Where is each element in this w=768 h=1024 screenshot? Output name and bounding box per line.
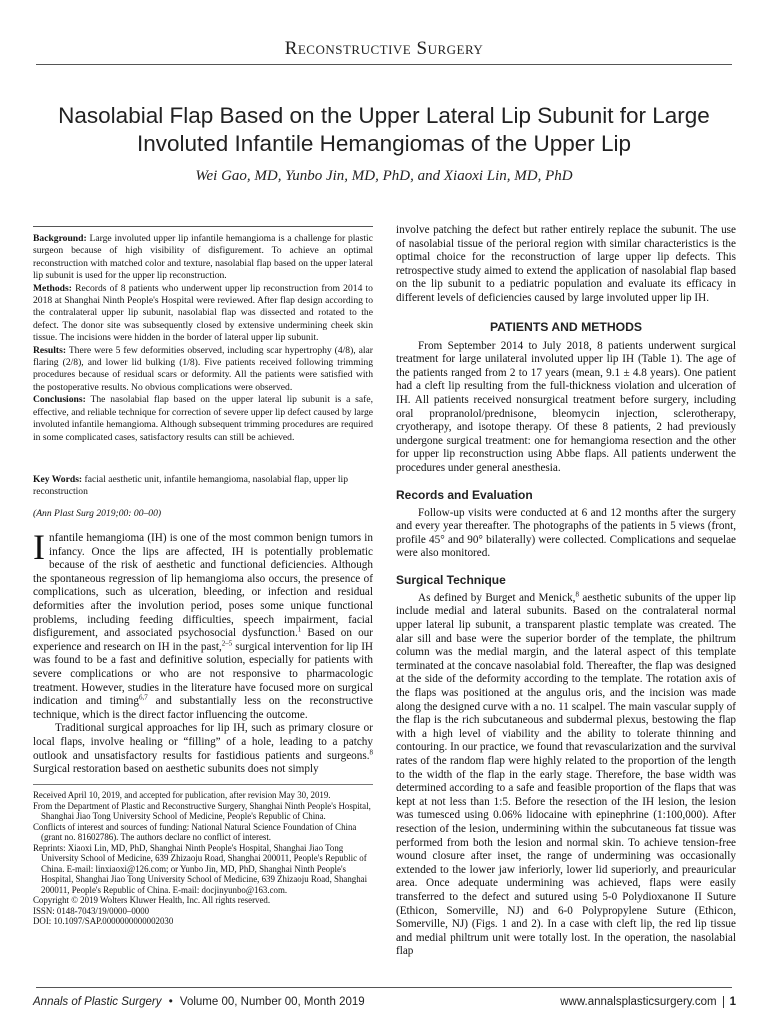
abstract-conclusions: Conclusions: The nasolabial flap based on the upper lateral lip subunit is a safe, effective, and reliable technique for correction of severe upper lip defect caused by large involuted infantile hemangioma. Although subsequent trimming procedures are required in some complicated cases, satisfactory results can still be achieved. xyxy=(33,394,373,443)
journal-section-header: Reconstructive Surgery xyxy=(284,38,484,59)
footnote-doi: DOI: 10.1097/SAP.0000000000002030 xyxy=(33,916,174,926)
footnote-copyright: Copyright © 2019 Wolters Kluwer Health, Inc. All rights reserved. xyxy=(33,895,271,905)
drop-cap: I xyxy=(33,527,45,567)
subsection-records: Records and Evaluation xyxy=(396,487,533,502)
header-rule xyxy=(36,64,732,65)
footnotes xyxy=(33,790,373,927)
footer-issue: Volume 00, Number 00, Month 2019 xyxy=(179,996,365,1008)
abstract-background: Background: Large involuted upper lip infantile hemangioma is a challenge for plastic surgeon because of high visibility of disfigurement. To achieve an optimal reconstruction with matched color and texture, nasolabial flap based on the upper lateral lip subunit is used for the upper lip reconstruction. xyxy=(33,233,373,282)
page-number: 1 xyxy=(723,996,736,1008)
abstract-results: Results: There were 5 few deformities observed, including scar hypertrophy (4/8), alar flaring (2/8), and lower lid bulking (1/8). Five patients received following trimming procedures because of residual scars or deformity. All the patients were satisfied with the postoperative results. No obvious complications were observed. xyxy=(33,344,373,393)
introduction xyxy=(33,527,373,777)
title-line-2: Involuted Infantile Hemangiomas of the Upper Lip xyxy=(136,131,632,156)
patients-paragraph: From September 2014 to July 2018, 8 patients underwent surgical treatment for large unilateral involuted upper lip IH (Table 1). The age of the patients ranged from 2 to 17 years (mean, 9.1 ± 4.8 years). One patient had a cleft lip resulting from the full-thickness violation and ulceration of IH. All patients received nonsurgical treatment before surgery, including oral propranolol/prednisone, bleomycin injection, sclerotherapy, cryotherapy, and isotope therapy. Of these 8 patients, 2 had previously undergone surgical treatment: one for hemangioma resection and the other for upper lip reconstruction using Abbe flaps. All patients underwent the procedures under general anesthesia. xyxy=(396,339,736,474)
intro-paragraph-1: Infantile hemangioma (IH) is one of the most common benign tumors in infancy. Once the lips are affected, IH is potentially problematic because of the risk of aesthetic and functional deficiencies. Although the spontaneous regression of lip hemangioma also occurs, the presence of complications, such as ulceration, bleeding, or infection and residual deformities after the involution period, poses some unique functional problems, including feeding difficulties, speech impairment, facial disfigurement, and associated psychosocial dysfunction.$^1$ Based on our experience and research on IH in the past,$^{2-5}$ surgical intervention for lip IH was found to be a fast and definitive solution, especially for patients with severe complications or who are not responsive to pharmacologic treatment. However, studies in the literature have focused more on surgical indication and timing$^{6,7}$ and substantially less on the reconstructive technique, which is the direct factor influencing the outcome. xyxy=(33,527,373,721)
intro-paragraph-2: Traditional surgical approaches for lip IH, such as primary closure or local flaps, involve healing or “filling” of a hole, leading to a patchy outlook and unsatisfactory results for fastidious patients and surgeons.$^8$ Surgical restoration based on aesthetic subunits does not simply xyxy=(33,722,373,776)
intro-continuation: involve patching the defect but rather entirely replace the subunit. The use of nasolabial tissue of the perioral region with similar characteristics is the optimal choice for the reconstruction of large upper lip defects. This retrospective study aimed to extend the application of nasolabial flap based on the lip subunit to a pediatric population and evaluate its efficacy in different levels of deficiencies caused by large involuted upper lip IH. xyxy=(396,224,736,304)
abstract xyxy=(33,233,373,444)
footer-journal-info xyxy=(33,996,365,1008)
keywords: Key Words: facial aesthetic unit, infantile hemangioma, nasolabial flap, upper lip reconstruction xyxy=(33,474,349,498)
footnote-issn: ISSN: 0148-7043/19/0000–0000 xyxy=(33,905,150,916)
abstract-top-rule xyxy=(33,226,373,227)
abstract-methods: Methods: Records of 8 patients who underwent upper lip reconstruction from 2014 to 2018 at Shanghai Ninth People's Hospital were reviewed. After flap design according to the contralateral upper lip subunit, nasolabial flap was dissected and rotated to the defect. The donor site was subsequently closed by extensive undermining cheek skin tissue. The incisions were hidden in the border of lateral upper lip subunit. xyxy=(33,282,373,344)
footer-rule xyxy=(36,987,732,988)
citation: (Ann Plast Surg 2019;00: 00–00) xyxy=(33,508,162,519)
footnote-reprints: Reprints: Xiaoxi Lin, MD, PhD, Shanghai Ninth People's Hospital, Shanghai Jiao Tong University School of Medicine, 639 Zhizaoju Road, Shanghai 200011, People's Republic of China. E-mail: linxiaoxi@126.com; or Yunbo Jin, MD, PhD, Shanghai Ninth People's Hospital, Shanghai Jiao Tong University School of Medicine, 639 Zhizaoju Road, Shanghai 200011, People's Republic of China. E-mail: docjinyunbo@163.com. xyxy=(33,842,368,895)
records-paragraph: Follow-up visits were conducted at 6 and 12 months after the surgery and every year thereafter. The photographs of the patients in 5 views (front, profile 45° and 90° bilaterally) were collected. Complications and sequelae were also monitored. xyxy=(396,506,736,560)
footnote-conflicts: Conflicts of interest and sources of funding: National Natural Science Foundation of China (grant no. 81602786). The authors declare no conflict of interest. xyxy=(33,821,357,842)
footnote-rule xyxy=(33,784,373,785)
subsection-technique: Surgical Technique xyxy=(396,572,506,587)
footer-bullet: • xyxy=(168,996,173,1008)
author-list: Wei Gao, MD, Yunbo Jin, MD, PhD, and Xiaoxi Lin, MD, PhD xyxy=(195,168,573,184)
right-column xyxy=(396,224,736,959)
title-line-1: Nasolabial Flap Based on the Upper Lateral Lip Subunit for Large xyxy=(58,103,710,128)
footer-site xyxy=(560,996,736,1008)
section-heading-patients-methods: PATIENTS AND METHODS xyxy=(489,319,643,334)
footnote-received: Received April 10, 2019, and accepted for publication, after revision May 30, 2019. xyxy=(33,790,331,800)
footer-url[interactable]: www.annalsplasticsurgery.com xyxy=(560,996,717,1008)
article-title xyxy=(30,102,738,158)
footer-journal-name: Annals of Plastic Surgery xyxy=(33,996,162,1008)
technique-paragraph: As defined by Burget and Menick,$^8$ aesthetic subunits of the upper lip include medial and lateral subunits. Based on the contralateral normal upper lateral lip subunit, a transparent plastic template was created. The alar sill and base were the superior border of the template, the philtrum column was the medial margin, and the lateral aspect of this template terminated at the concave nasolabial fold. Thereafter, the flap was designed at the side of the deformity according to the template. The rotation axis of the flaps was positioned at the angulus oris, and the incision was made along the designed curve with a no. 11 scalpel. The main vascular supply of the flap is the rich subcutaneous and subdermal plexus, bestowing the flap with a high level of viability and the ability to tolerate thinning and contouring. In our practice, we found that revascularization and the survival rates of the random flap were highly related to the proportion of the length to the width of the flap in the early stage. Therefore, the base width was determined according to a safe and feasible proportion of the flaps that was kept at not less than 1:5. Before the resection of the IH lesion, the lesion was tumesced using 0.06% lidocaine with epinephrine (1:100,000). After resection of the lesion, undermining within the subcutaneous fat tissue was performed from both the lesion and normal skin. To achieve tension-free wound closure after inset, the range of undermining was occasionally extended to the lower jaw inferiorly, lower lid superiorly, and preauricular area. Once adequate undermining was achieved, flaps were easily transferred to the defect and sutured using 5-0 Polydioxanone II Suture (Ethicon, Somerville, NJ) and 6-0 Polypropylene Suture (Ethicon, Somerville, NJ) (Figs. 1 and 2). In a case with cleft lip, the red lip tissue and medial philtrum unit were totally lost. In the operation, the nasolabial flap xyxy=(396,590,737,958)
footnote-affiliation: From the Department of Plastic and Reconstructive Surgery, Shanghai Ninth People's Hospital, Shanghai Jiao Tong University School of Medicine, People's Republic of China. xyxy=(33,800,371,821)
